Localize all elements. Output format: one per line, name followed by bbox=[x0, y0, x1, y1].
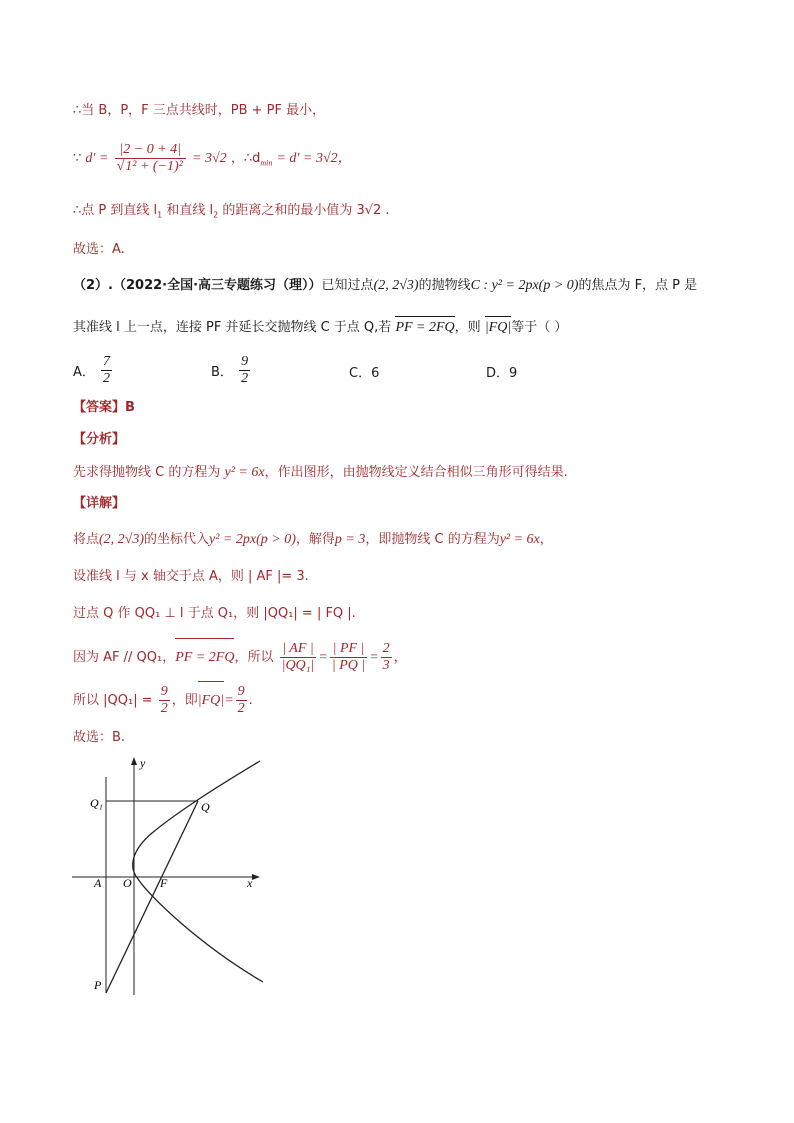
option-a-den: 2 bbox=[103, 371, 111, 386]
d4-text-a: 因为 AF // QQ₁， bbox=[73, 650, 176, 665]
d4-fraction-2 bbox=[330, 641, 367, 674]
parabola-equation: C : y² = 2px(p > 0) bbox=[470, 278, 579, 293]
detail-line5 bbox=[73, 683, 253, 719]
analysis-tag: 【分析】 bbox=[73, 432, 126, 447]
stem-line2-c: 等于（ ） bbox=[511, 320, 568, 335]
d5-end: . bbox=[248, 693, 253, 708]
option-b-label: B． bbox=[211, 365, 233, 380]
d4-text-b: ，所以 bbox=[234, 650, 274, 665]
question2-line1 bbox=[73, 276, 697, 296]
label-q: Q bbox=[201, 800, 210, 814]
stem-text-b: 的抛物线 bbox=[418, 278, 471, 293]
d5-den2: 2 bbox=[237, 701, 245, 716]
detail-line2: 设准线 l 与 x 轴交于点 A，则 | AF |= 3. bbox=[73, 569, 309, 584]
d5-fraction-1 bbox=[159, 684, 170, 717]
detail-line1 bbox=[73, 530, 553, 550]
distance-numerator: |2 − 0 + 4| bbox=[115, 142, 186, 159]
label-a: A bbox=[94, 876, 102, 890]
solution-line-conclusion bbox=[73, 201, 390, 226]
d5-text-a: 所以 |QQ₁| = bbox=[73, 693, 153, 708]
x-axis-arrow-icon bbox=[252, 874, 260, 880]
d1-equation-3: y² = 6x bbox=[499, 532, 540, 547]
d5-den: 2 bbox=[160, 701, 168, 716]
options-row bbox=[73, 354, 673, 390]
d4-f2-num: | PF | bbox=[330, 641, 367, 658]
d4-f3-num: 2 bbox=[382, 641, 390, 656]
d4-f3-den: 3 bbox=[382, 658, 390, 673]
d5-equals: = bbox=[224, 693, 234, 708]
d5-fraction-2 bbox=[236, 684, 247, 717]
because-symbol: ∵ bbox=[73, 151, 82, 166]
label-y: y bbox=[140, 756, 146, 770]
conclusion-text-c: 的距离之和的最小值为 3√2 . bbox=[218, 203, 390, 218]
option-a-label: A． bbox=[73, 365, 95, 380]
label-x: x bbox=[247, 876, 253, 890]
parabola-curve bbox=[133, 761, 263, 982]
detail-line3: 过点 Q 作 QQ₁ ⊥ l 于点 Q₁，则 |QQ₁| = | FQ |. bbox=[73, 606, 356, 621]
analysis-text-b: ，作出图形，由抛物线定义结合相似三角形可得结果. bbox=[264, 465, 568, 480]
final-answer: 故选：B. bbox=[73, 730, 126, 745]
d4-fraction-1 bbox=[280, 641, 317, 674]
d1-text-b: 的坐标代入 bbox=[144, 532, 210, 547]
option-d-label: D． bbox=[486, 366, 510, 381]
line-pq bbox=[106, 801, 198, 993]
label-f: F bbox=[160, 876, 168, 890]
stem-line2-a: 其准线 l 上一点，连接 PF 并延长交抛物线 C 于点 Q,若 bbox=[73, 320, 392, 335]
analysis-text bbox=[73, 463, 568, 483]
d1-text-e: ， bbox=[539, 532, 553, 547]
option-a[interactable] bbox=[73, 354, 114, 387]
d5-num: 9 bbox=[160, 684, 168, 699]
min-subscript: min bbox=[260, 158, 273, 168]
analysis-text-a: 先求得抛物线 C 的方程为 bbox=[73, 465, 221, 480]
option-c-value: 6 bbox=[371, 366, 380, 381]
label-q1: Q₁ bbox=[90, 796, 103, 810]
d1-text-d: ，即抛物线 C 的方程为 bbox=[365, 532, 500, 547]
d1-equation-2: p = 3 bbox=[334, 532, 366, 547]
d5-vector-abs: |FQ| bbox=[198, 683, 224, 719]
d-prime-label: d′ = bbox=[85, 151, 109, 166]
min-result: = d′ = 3√2， bbox=[276, 151, 352, 166]
d4-fraction-3 bbox=[381, 641, 392, 674]
option-d[interactable] bbox=[486, 362, 517, 381]
collinear-text: ∴当 B，P，F 三点共线时，PB + PF 最小， bbox=[73, 103, 326, 118]
d1-text-a: 将点 bbox=[73, 532, 100, 547]
stem-text-a: 已知过点 bbox=[321, 278, 374, 293]
d4-f1-den: |QQ₁| bbox=[281, 658, 315, 673]
question2-line2 bbox=[73, 318, 567, 338]
stem-line2-b: ，则 bbox=[454, 320, 481, 335]
question-source: （2022·全国·高三专题练习（理）） bbox=[112, 278, 322, 293]
option-b-num: 9 bbox=[241, 354, 249, 369]
option-d-value: 9 bbox=[509, 366, 518, 381]
stem-text-c: 的焦点为 F，点 P 是 bbox=[578, 278, 698, 293]
distance-result: = 3√2 bbox=[192, 151, 227, 166]
option-b-den: 2 bbox=[241, 371, 249, 386]
label-o: O bbox=[123, 876, 132, 890]
option-b[interactable] bbox=[211, 354, 252, 387]
y-axis-arrow-icon bbox=[131, 757, 137, 765]
d1-equation-1: y² = 2px(p > 0) bbox=[209, 532, 296, 547]
option-c-label: C． bbox=[349, 366, 372, 381]
d4-end: ， bbox=[393, 650, 407, 665]
d4-f1-num: | AF | bbox=[280, 641, 317, 658]
distance-denominator: 1² + (−1)² bbox=[125, 159, 183, 174]
option-a-num: 7 bbox=[103, 354, 111, 369]
option-a-fraction bbox=[101, 354, 112, 387]
answer-a: 故选：A. bbox=[73, 242, 125, 257]
d5-num2: 9 bbox=[237, 684, 245, 699]
detail-tag: 【详解】 bbox=[73, 496, 126, 511]
conclusion-text-a: ∴点 P 到直线 l bbox=[73, 203, 158, 218]
answer-tag: 【答案】B bbox=[73, 400, 135, 415]
d1-point: (2, 2√3) bbox=[99, 532, 145, 547]
analysis-equation: y² = 6x bbox=[224, 465, 265, 480]
point-coord: (2, 2√3) bbox=[373, 278, 419, 293]
detail-line4: 因为 AF // QQ₁，PF = 2FQ，所以 $\frac{| AF |}{\text{|QQ₁|}}$ = $\frac{| PF |}{| PQ |}$ = $\frac{2}{3}$ ， bbox=[73, 640, 407, 676]
d4-f2-den: | PQ | bbox=[331, 658, 366, 673]
d5-text-b: ，即 bbox=[171, 693, 198, 708]
solution-line-distance bbox=[73, 142, 352, 175]
answer-a-line bbox=[73, 240, 125, 260]
l2-subscript: 2 bbox=[213, 210, 219, 220]
l1-subscript: 1 bbox=[157, 210, 163, 220]
question-number: （2）. bbox=[73, 278, 113, 293]
vector-magnitude: |FQ| bbox=[485, 318, 511, 338]
vector-equation: PF = 2FQ bbox=[395, 318, 454, 338]
parabola-figure bbox=[70, 755, 270, 1000]
solution-line-collinear bbox=[73, 101, 325, 121]
option-b-fraction bbox=[239, 354, 250, 387]
label-p: P bbox=[94, 978, 102, 992]
d4-vector-eq: PF = 2FQ bbox=[175, 640, 234, 676]
distance-fraction: $\frac{|2 - 0 + 4|}{\text{√1² + (−1)²}}$ bbox=[115, 142, 186, 175]
min-label: ，∴d bbox=[230, 151, 261, 166]
option-c[interactable] bbox=[349, 362, 379, 381]
conclusion-text-b: 和直线 l bbox=[162, 203, 214, 218]
d1-text-c: ，解得 bbox=[295, 532, 335, 547]
